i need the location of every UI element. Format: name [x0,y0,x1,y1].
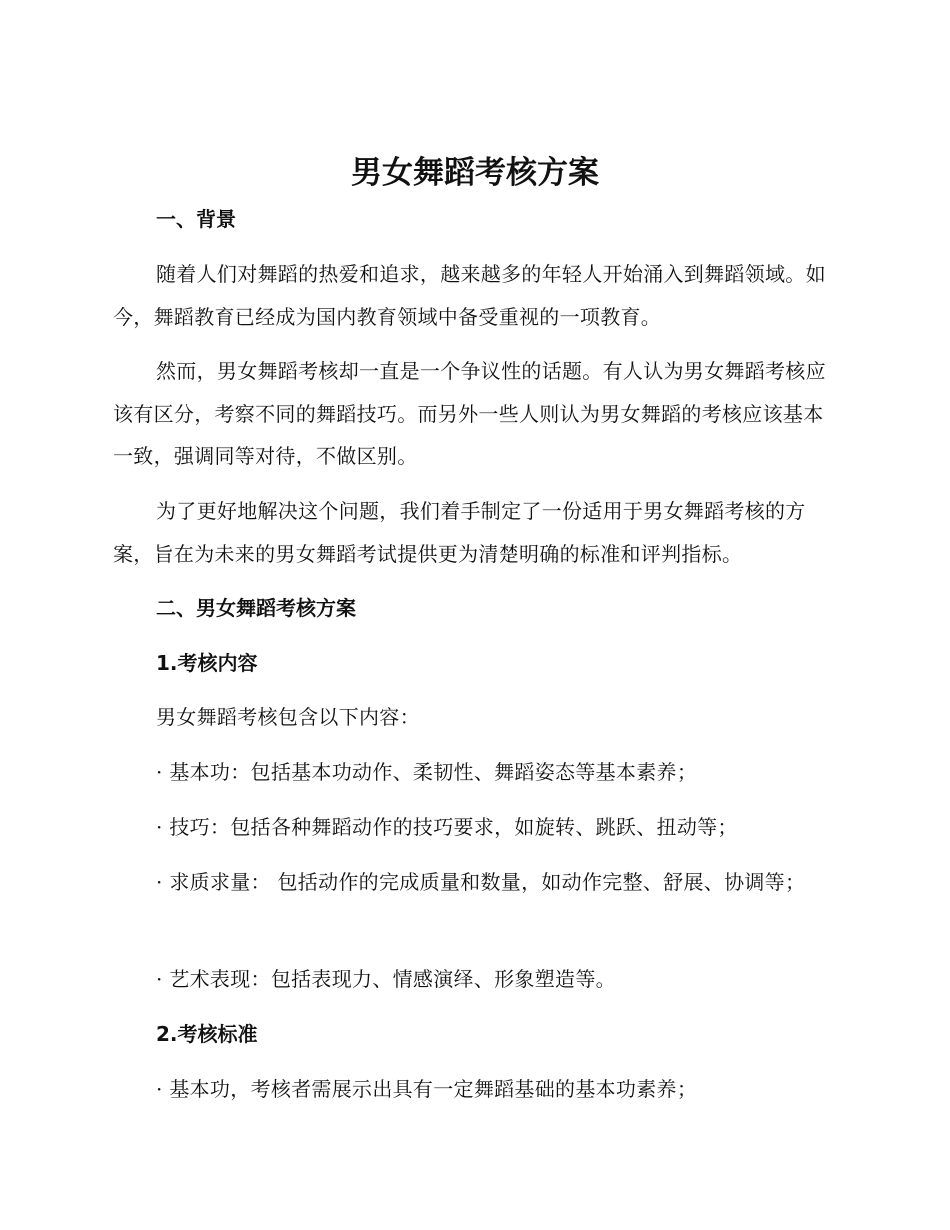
document-title: 男女舞蹈考核方案 [351,155,599,191]
list-item: · 求质求量： 包括动作的完成质量和数量，如动作完整、舒展、协调等； [156,870,806,894]
section-heading-scheme: 二、男女舞蹈考核方案 [156,596,356,620]
section-heading-background: 一、背景 [156,207,236,231]
list-item: · 艺术表现：包括表现力、情感演绎、形象塑造等。 [156,967,616,991]
paragraph: 随着人们对舞蹈的热爱和追求，越来越多的年轻人开始涌入到舞蹈领域。如今，舞蹈教育已经成为国内教育领域中备受重视的一项教育。 [113,262,826,329]
content-intro: 男女舞蹈考核包含以下内容： [156,705,420,729]
list-item: · 基本功，考核者需展示出具有一定舞蹈基础的基本功素养； [156,1077,698,1101]
subsection-heading-standard: 2.考核标准 [156,1022,258,1046]
paragraph: 为了更好地解决这个问题，我们着手制定了一份适用于男女舞蹈考核的方案，旨在为未来的男女舞蹈考试提供更为清楚明确的标准和评判指标。 [113,499,806,566]
paragraph: 然而，男女舞蹈考核却一直是一个争议性的话题。有人认为男女舞蹈考核应该有区分，考察不同的舞蹈技巧。而另外一些人则认为男女舞蹈的考核应该基本一致，强调同等对待，不做区别。 [113,359,826,468]
subsection-heading-content: 1.考核内容 [156,651,258,675]
list-item: · 基本功：包括基本功动作、柔韧性、舞蹈姿态等基本素养； [156,760,698,784]
list-item: · 技巧：包括各种舞蹈动作的技巧要求，如旋转、跳跃、扭动等； [156,815,738,839]
